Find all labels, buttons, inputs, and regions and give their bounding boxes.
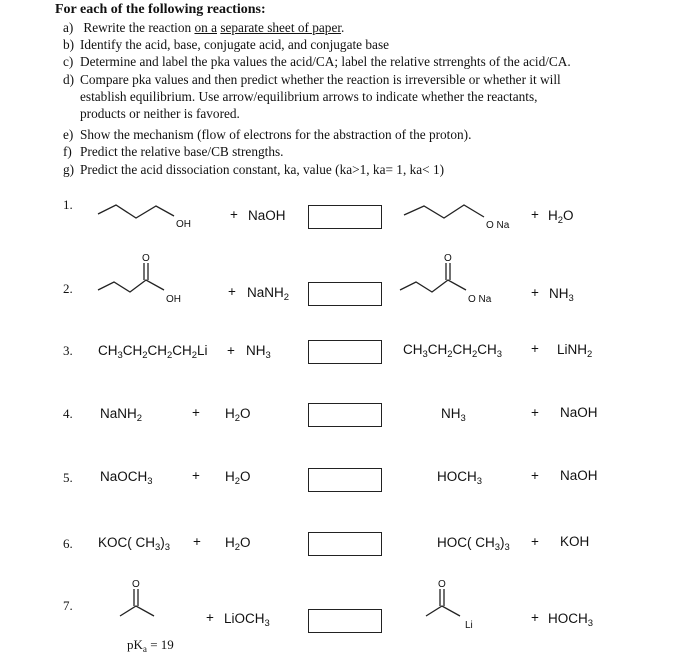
instruction-text: products or neither is favored.	[80, 106, 240, 121]
reactant-2: $NH_3$	[246, 343, 271, 361]
plus-sign: +	[531, 341, 539, 356]
plus-sign: +	[531, 468, 539, 483]
plus-sign: +	[192, 405, 200, 420]
plus-sign: +	[531, 285, 539, 300]
lithium-enolate-structure	[424, 576, 504, 636]
instruction-text: .	[341, 20, 345, 35]
answer-box[interactable]	[308, 468, 382, 492]
product-2: NaOH	[560, 405, 598, 420]
plus-sign: +	[206, 610, 214, 625]
hydroxyl-label: OH	[166, 294, 181, 305]
instruction-f	[63, 143, 663, 160]
reaction-number: 5.	[63, 470, 73, 485]
reactant-1: NaOCH$_3$	[100, 469, 153, 487]
reactant-2: LiOCH$_3$	[224, 611, 270, 629]
instruction-text: Compare pka values and then predict whether the reaction is irreversible or whether it will	[80, 72, 561, 87]
answer-box[interactable]	[308, 609, 382, 633]
plus-sign: +	[531, 534, 539, 549]
instruction-e	[63, 126, 663, 143]
reaction-number: 4.	[63, 406, 73, 421]
product-2: $NH_3$	[549, 286, 574, 304]
instruction-label: f)	[63, 144, 72, 159]
answer-box[interactable]	[308, 205, 382, 229]
reaction-number: 6.	[63, 536, 73, 551]
reactant-2: NaOH	[248, 208, 286, 223]
product-1: $HOCH_3$	[437, 469, 482, 487]
instruction-underlined: on a	[194, 20, 217, 35]
instruction-text: Show the mechanism (flow of electrons for the abstraction of the proton).	[80, 127, 472, 142]
hydroxyl-label: OH	[176, 219, 191, 230]
instruction-b	[63, 36, 663, 53]
instruction-g	[63, 161, 663, 178]
plus-sign: +	[531, 207, 539, 222]
instruction-text: Predict the acid dissociation constant, ka, value (ka>1, ka= 1, ka< 1)	[80, 162, 445, 177]
plus-sign: +	[227, 343, 235, 358]
pka-label: $pK_a = 19$	[127, 637, 174, 654]
reactant-2: $H_2O$	[225, 535, 251, 553]
instruction-text: establish equilibrium. Use arrow/equilibrium arrows to indicate whether the reactants,	[80, 89, 538, 104]
product-1: HOC( $CH_3)_3$	[437, 535, 510, 553]
reaction-number: 2.	[63, 281, 73, 296]
reaction-number: 3.	[63, 343, 73, 358]
product-1: $NH_3$	[441, 406, 466, 424]
reactant-1: $CH_3CH_2CH_2CH_2Li$	[98, 343, 208, 361]
instruction-text: Identify the acid, base, conjugate acid, and conjugate base	[80, 37, 390, 52]
butanoic-acid-structure	[98, 250, 208, 310]
butanoate-structure	[400, 250, 520, 310]
carbonyl-oxygen: O	[444, 253, 452, 264]
answer-box[interactable]	[308, 532, 382, 556]
product-2: LiNH$_2$	[557, 342, 593, 360]
butanol-structure	[98, 198, 208, 234]
lithium-label: Li	[465, 620, 473, 631]
instruction-text: Determine and label the pka values the acid/CA; label the relative strrenghts of the acid/CA.	[80, 54, 571, 69]
plus-sign: +	[192, 468, 200, 483]
reactant-1: KOC( $CH_3)_3$	[98, 535, 170, 553]
instruction-label: e)	[63, 127, 74, 142]
instruction-label: c)	[63, 54, 74, 69]
product-2: $H_2O$	[548, 208, 574, 226]
instruction-label: d)	[63, 72, 75, 87]
answer-box[interactable]	[308, 340, 382, 364]
oxide-label: O Na	[486, 220, 510, 231]
butoxide-structure	[404, 198, 524, 234]
plus-sign: +	[228, 284, 236, 299]
instruction-label: g)	[63, 162, 75, 177]
reaction-number: 1.	[63, 197, 73, 212]
answer-box[interactable]	[308, 403, 382, 427]
instruction-c	[63, 53, 663, 70]
oxide-label: O Na	[468, 294, 492, 305]
carbonyl-oxygen: O	[142, 253, 150, 264]
product-2: $HOCH_3$	[548, 611, 593, 629]
reactant-2: NaNH$_2$	[247, 285, 290, 303]
plus-sign: +	[531, 610, 539, 625]
plus-sign: +	[230, 207, 238, 222]
instruction-text: Rewrite the reaction	[83, 20, 195, 35]
instruction-a	[63, 19, 663, 36]
product-2: KOH	[560, 534, 590, 549]
carbonyl-oxygen: O	[132, 579, 140, 590]
plus-sign: +	[193, 534, 201, 549]
reaction-number: 7.	[63, 598, 73, 613]
acetone-structure	[118, 576, 178, 626]
product-1: $CH_3CH_2CH_2CH_3$	[403, 342, 502, 360]
reactant-2: $H_2O$	[225, 406, 251, 424]
answer-box[interactable]	[308, 282, 382, 306]
reactant-2: $H_2O$	[225, 469, 251, 487]
page-title: For each of the following reactions:	[55, 2, 266, 17]
carbonyl-oxygen: O	[438, 579, 446, 590]
product-2: NaOH	[560, 468, 598, 483]
plus-sign: +	[531, 405, 539, 420]
instruction-label: a)	[63, 20, 74, 35]
instruction-d	[63, 71, 663, 122]
instruction-underlined: separate sheet of paper	[220, 20, 342, 35]
reactant-1: NaNH$_2$	[100, 406, 143, 424]
instruction-label: b)	[63, 37, 75, 52]
instruction-text: Predict the relative base/CB strengths.	[80, 144, 284, 159]
